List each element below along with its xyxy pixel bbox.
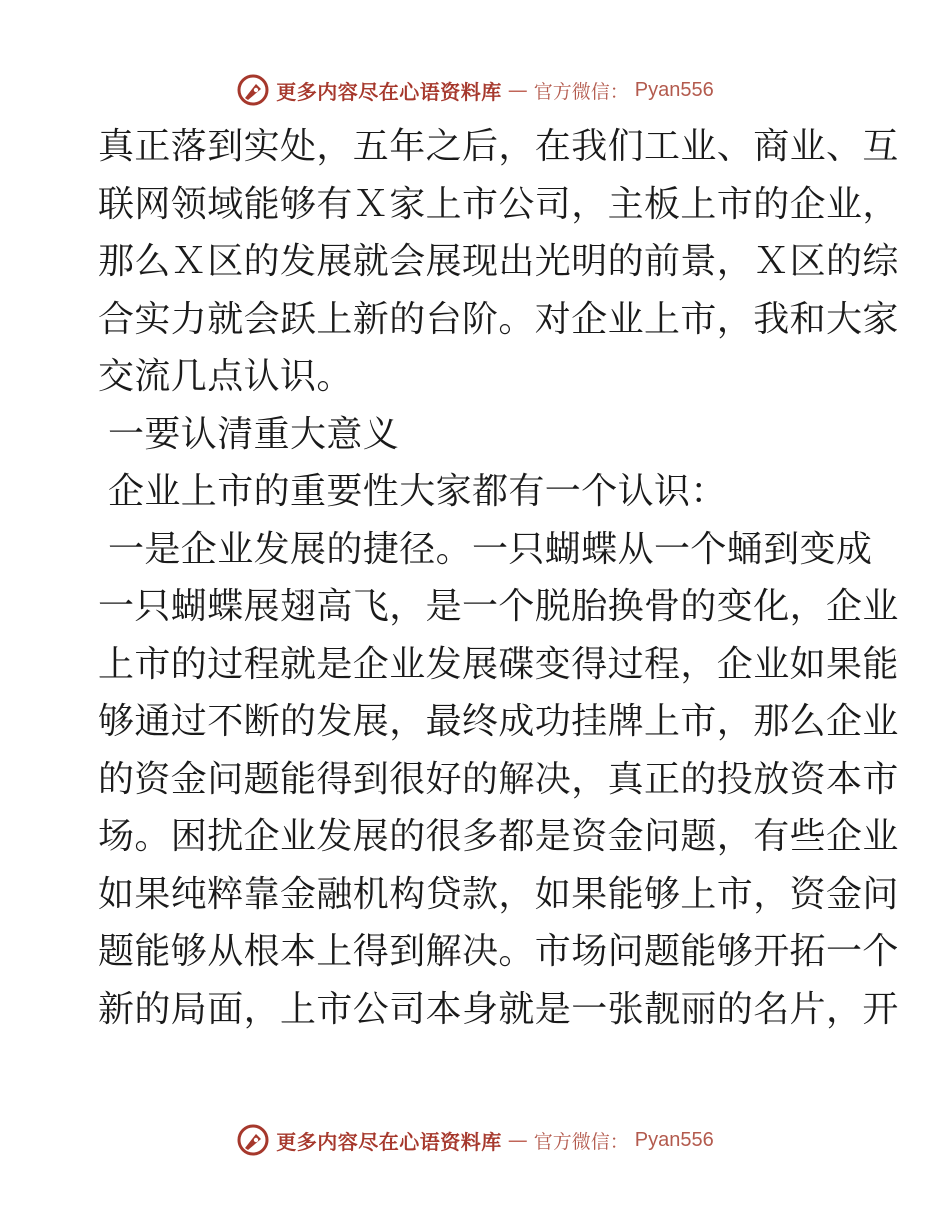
text-line: 场。困扰企业发展的很多都是资金问题，有些企业 xyxy=(98,816,899,857)
section-heading: 一要认清重大意义 xyxy=(108,413,400,455)
text-line: 题能够从根本上得到解决。市场问题能够开拓一个 xyxy=(98,931,899,972)
text-line: 那么Ｘ区的发展就会展现出光明的前景，Ｘ区的综 xyxy=(98,241,899,282)
text-line: 一只蝴蝶展翅高飞，是一个脱胎换骨的变化，企业 xyxy=(98,586,899,627)
text-line: 联网领域能够有Ｘ家上市公司，主板上市的企业， xyxy=(98,183,899,225)
text-line: 的资金问题能得到很好的解决，真正的投放资本市 xyxy=(98,758,899,800)
banner-sub-text: 官方微信： xyxy=(533,1130,629,1153)
text-line: 合实力就会跃上新的台阶。对企业上市，我和大家 xyxy=(98,298,899,340)
text-line: 真正落到实处，五年之后，在我们工业、商业、互 xyxy=(98,126,899,167)
text-line: 一是企业发展的捷径。一只蝴蝶从一个蛹到变成 xyxy=(108,528,873,570)
text-line: 够通过不断的发展，最终成功挂牌上市，那么企业 xyxy=(98,701,899,742)
footer-watermark-banner xyxy=(0,1120,950,1160)
pen-nib-logo-icon xyxy=(236,1123,270,1157)
banner-dash: — xyxy=(507,78,528,102)
text-line: 企业上市的重要性大家都有一个认识： xyxy=(108,471,727,512)
text-line: 如果纯粹靠金融机构贷款，如果能够上市，资金问 xyxy=(98,873,899,915)
pen-nib-logo-icon xyxy=(236,73,270,107)
text-line: 交流几点认识。 xyxy=(98,356,353,397)
header-watermark-banner xyxy=(0,70,950,110)
text-line: 上市的过程就是企业发展碟变得过程，企业如果能 xyxy=(98,643,899,685)
document-body xyxy=(98,118,899,1038)
banner-dash: — xyxy=(507,1128,528,1152)
banner-handle: Pyan556 xyxy=(634,78,714,101)
banner-handle: Pyan556 xyxy=(634,1128,714,1151)
banner-sub-text: 官方微信： xyxy=(533,80,629,103)
banner-main-text: 更多内容尽在心语资料库 xyxy=(276,1129,502,1154)
text-line: 新的局面，上市公司本身就是一张靓丽的名片，开 xyxy=(98,988,899,1030)
banner-main-text: 更多内容尽在心语资料库 xyxy=(276,79,502,104)
